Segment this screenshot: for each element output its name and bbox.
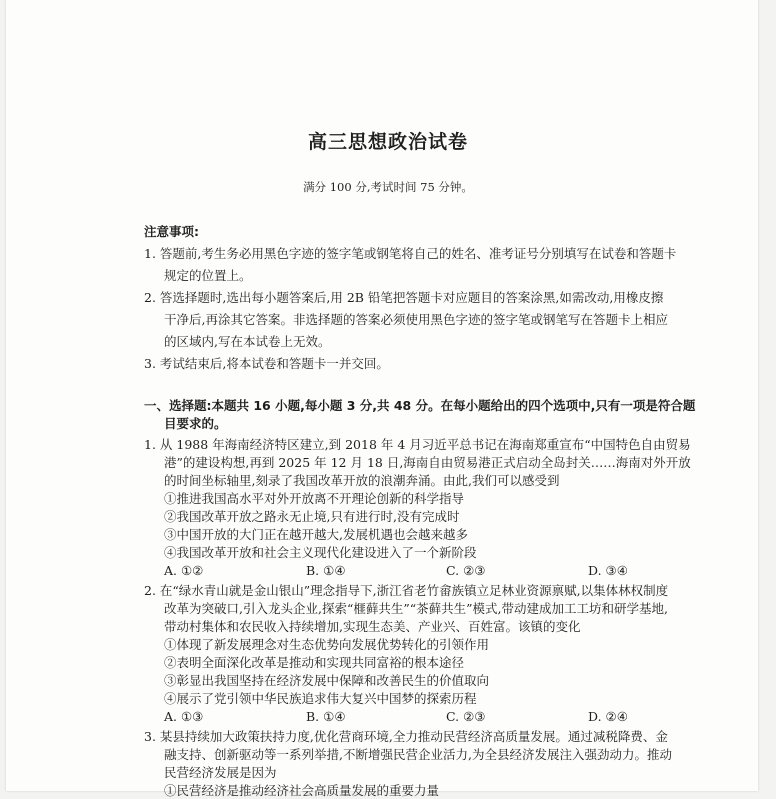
question-statement: ①推进我国高水平对外开放离不开理论创新的科学指导: [164, 491, 465, 506]
section-heading: 目要求的。: [164, 416, 227, 431]
question-line: 1. 从 1988 年海南经济特区建立,到 2018 年 4 月习近平总书记在海南郑重宣布“中国特色自由贸易: [144, 437, 691, 452]
question-line: 改革为突破口,引入龙头企业,探索“榧藓共生”“茶藓共生”模式,带动建成加工工坊和研学基地,: [164, 601, 668, 616]
option-a: A. ①②: [164, 563, 204, 578]
question-line: 2. 在“绿水青山就是金山银山”理念指导下,浙江省老竹畲族镇立足林业资源禀赋,以集体林权制度: [144, 583, 669, 598]
question-statement: ④展示了党引领中华民族追求伟大复兴中国梦的探索历程: [164, 691, 477, 706]
question-statement: ①体现了新发展理念对生态优势向发展优势转化的引领作用: [164, 637, 490, 652]
question-line: 带动村集体和农民收入持续增加,实现生态美、产业兴、百姓富。该镇的变化: [164, 619, 581, 634]
question-line: 3. 某县持续加大政策扶持力度,优化营商环境,全力推动民营经济高质量发展。通过减税降费、金: [144, 729, 668, 744]
question-statement: ①民营经济是推动经济社会高质量发展的重要力量: [164, 783, 440, 798]
question-line: 融支持、创新驱动等一系列举措,不断增强民营企业活力,为全县经济发展注入强劲动力。推动: [164, 747, 672, 762]
option-b: B. ①④: [306, 563, 346, 578]
option-a: A. ①③: [164, 709, 204, 724]
question-line: 民营经济发展是因为: [164, 765, 277, 780]
question-statement: ④我国改革开放和社会主义现代化建设进入了一个新阶段: [164, 545, 477, 560]
question-statement: ②表明全面深化改革是推动和实现共同富裕的根本途径: [164, 655, 465, 670]
notice-line: 1. 答题前,考生务必用黑色字迹的签字笔或钢笔将自己的姓名、准考证号分别填写在试卷和答题卡: [144, 246, 677, 261]
option-d: D. ②④: [588, 709, 628, 724]
option-c: C. ②③: [446, 563, 486, 578]
option-c: C. ②③: [446, 709, 486, 724]
notice-line: 的区域内,写在本试卷上无效。: [164, 334, 331, 349]
question-statement: ③彰显出我国坚持在经济发展中保障和改善民生的价值取向: [164, 673, 490, 688]
notice-line: 规定的位置上。: [164, 268, 252, 283]
question-statement: ②我国改革开放之路永无止境,只有进行时,没有完成时: [164, 509, 460, 524]
notice-heading: 注意事项:: [144, 224, 199, 239]
exam-subtitle: 满分 100 分,考试时间 75 分钟。: [303, 180, 473, 194]
notice-line: 3. 考试结束后,将本试卷和答题卡一并交回。: [144, 356, 389, 371]
question-line: 港”的建设构想,再到 2025 年 12 月 18 日,海南自由贸易港正式启动全岛封关……海南对外开放: [164, 455, 691, 470]
option-b: B. ①④: [306, 709, 346, 724]
question-line: 的时间坐标轴里,刻录了我国改革开放的浪潮奔涌。由此,我们可以感受到: [164, 473, 560, 488]
option-d: D. ③④: [588, 563, 628, 578]
notice-line: 干净后,再涂其它答案。非选择题的答案必须使用黑色字迹的签字笔或钢笔写在答题卡上相应: [164, 312, 668, 327]
exam-title: 高三思想政治试卷: [307, 131, 468, 153]
section-heading: 一、选择题:本题共 16 小题,每小题 3 分,共 48 分。在每小题给出的四个选项中,只有一项是符合题: [144, 398, 696, 413]
question-statement: ③中国开放的大门正在越开越大,发展机遇也会越来越多: [164, 527, 468, 542]
notice-line: 2. 答选择题时,选出每小题答案后,用 2B 铅笔把答题卡对应题目的答案涂黑,如需改动,用橡皮擦: [144, 290, 664, 305]
